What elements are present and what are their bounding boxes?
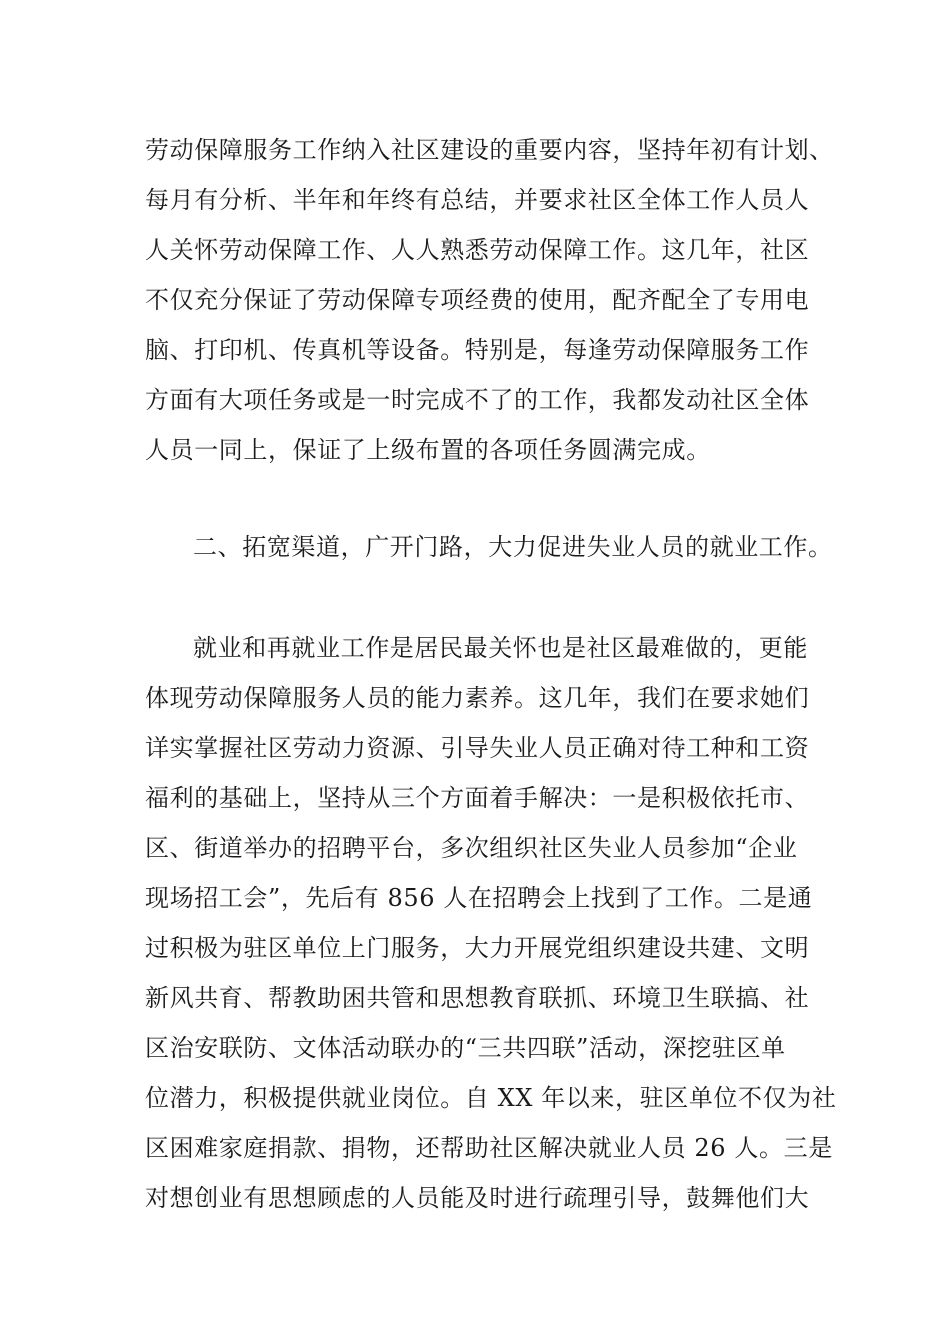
paragraph-2-line: 福利的基础上，坚持从三个方面着手解决：一是积极依托市、 <box>145 784 810 812</box>
paragraph-1-line: 人员一同上，保证了上级布置的各项任务圆满完成。 <box>145 436 711 464</box>
paragraph-2-line: 详实掌握社区劳动力资源、引导失业人员正确对待工种和工资 <box>145 734 810 762</box>
paragraph-1-line: 脑、打印机、传真机等设备。特别是，每逢劳动保障服务工作 <box>145 336 810 364</box>
paragraph-2-line: 区治安联防、文体活动联办的“三共四联”活动，深挖驻区单 <box>145 1034 786 1062</box>
paragraph-2-line: 位潜力，积极提供就业岗位。自 XX 年以来，驻区单位不仅为社 <box>145 1084 837 1112</box>
paragraph-2-line: 现场招工会”，先后有 856 人在招聘会上找到了工作。二是通 <box>145 884 813 912</box>
paragraph-2-line: 区、街道举办的招聘平台，多次组织社区失业人员参加“企业 <box>145 834 798 862</box>
paragraph-2-line: 新风共育、帮教助困共管和思想教育联抓、环境卫生联搞、社 <box>145 984 810 1012</box>
paragraph-1-line: 方面有大项任务或是一时完成不了的工作，我都发动社区全体 <box>145 386 810 414</box>
paragraph-1-line: 劳动保障服务工作纳入社区建设的重要内容，坚持年初有计划、 <box>145 136 834 164</box>
paragraph-2-line: 区困难家庭捐款、捐物，还帮助社区解决就业人员 26 人。三是 <box>145 1134 833 1162</box>
paragraph-2-line: 对想创业有思想顾虑的人员能及时进行疏理引导，鼓舞他们大 <box>145 1184 810 1212</box>
paragraph-2-line: 就业和再就业工作是居民最关怀也是社区最难做的，更能 <box>193 634 808 662</box>
paragraph-1-line: 人关怀劳动保障工作、人人熟悉劳动保障工作。这几年，社区 <box>145 236 810 264</box>
paragraph-2-line: 过积极为驻区单位上门服务，大力开展党组织建设共建、文明 <box>145 934 810 962</box>
paragraph-1-line: 每月有分析、半年和年终有总结，并要求社区全体工作人员人 <box>145 186 810 214</box>
section-heading: 二、拓宽渠道，广开门路，大力促进失业人员的就业工作。 <box>193 533 833 561</box>
paragraph-1-line: 不仅充分保证了劳动保障专项经费的使用，配齐配全了专用电 <box>145 286 810 314</box>
paragraph-2-line: 体现劳动保障服务人员的能力素养。这几年，我们在要求她们 <box>145 684 810 712</box>
